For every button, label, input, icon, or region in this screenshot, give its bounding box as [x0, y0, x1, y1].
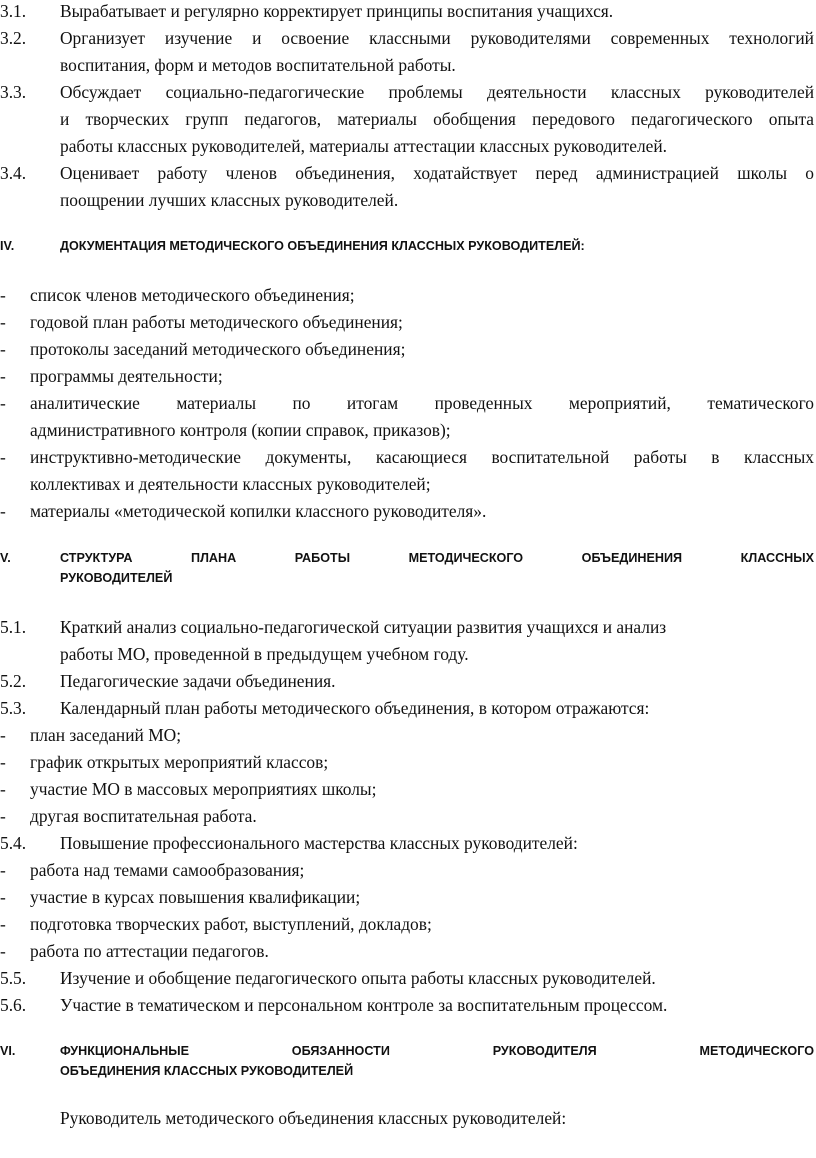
- item-text: Оценивает работу членов объединения, ходатайствует перед администрацией школы о: [60, 163, 814, 183]
- item-text: воспитания, форм и методов воспитательной работы.: [60, 55, 456, 75]
- item-text: работы классных руководителей, материалы аттестации классных руководителей.: [60, 136, 668, 156]
- item-number: 5.1.: [0, 617, 27, 637]
- list-dash: -: [0, 941, 6, 961]
- section-title: СТРУКТУРА ПЛАНА РАБОТЫ МЕТОДИЧЕСКОГО ОБЪЕДИНЕНИЯ КЛАССНЫХ: [60, 551, 814, 565]
- item-text: Вырабатывает и регулярно корректирует принципы воспитания учащихся.: [60, 1, 614, 21]
- item-text: работы МО, проведенной в предыдущем учебном году.: [60, 644, 469, 664]
- list-dash: -: [0, 393, 6, 413]
- item-number: 5.2.: [0, 671, 27, 691]
- item-text: Участие в тематическом и персональном контроле за воспитательным процессом.: [60, 995, 668, 1015]
- item-text: Календарный план работы методического объединения, в котором отражаются:: [60, 698, 650, 718]
- list-dash: -: [0, 312, 6, 332]
- list-dash: -: [0, 914, 6, 934]
- item-text: Краткий анализ социально-педагогической ситуации развития учащихся и анализ: [60, 617, 667, 637]
- list-dash: -: [0, 285, 6, 305]
- item-number: 5.4.: [0, 833, 27, 853]
- item-number: 3.3.: [0, 82, 27, 102]
- list-dash: -: [0, 339, 6, 359]
- list-dash: -: [0, 779, 6, 799]
- item-text: Педагогические задачи объединения.: [60, 671, 336, 691]
- item-number: 3.1.: [0, 1, 27, 21]
- list-dash: -: [0, 725, 6, 745]
- item-text: и творческих групп педагогов, материалы обобщения передового педагогического опыта: [60, 109, 814, 129]
- list-dash: -: [0, 752, 6, 772]
- item-text: поощрении лучших классных руководителей.: [60, 190, 399, 210]
- list-dash: -: [0, 447, 6, 467]
- item-text: Обсуждает социально-педагогические проблемы деятельности классных руководителей: [60, 82, 814, 102]
- section-title: РУКОВОДИТЕЛЕЙ: [60, 571, 173, 585]
- item-number: 3.4.: [0, 163, 27, 183]
- list-dash: -: [0, 501, 6, 521]
- item-text: Повышение профессионального мастерства классных руководителей:: [60, 833, 578, 853]
- item-text: Изучение и обобщение педагогического опыта работы классных руководителей.: [60, 968, 656, 988]
- section-title: ОБЪЕДИНЕНИЯ КЛАССНЫХ РУКОВОДИТЕЛЕЙ: [60, 1064, 354, 1078]
- list-dash: -: [0, 860, 6, 880]
- list-dash: -: [0, 887, 6, 907]
- list-dash: -: [0, 366, 6, 386]
- section-title: ФУНКЦИОНАЛЬНЫЕ ОБЯЗАННОСТИ РУКОВОДИТЕЛЯ МЕТОДИЧЕСКОГО: [60, 1044, 814, 1058]
- section-number: V.: [0, 551, 11, 565]
- section-vi-intro: Руководитель методического объединения классных руководителей:: [60, 1108, 567, 1128]
- section-number: IV.: [0, 239, 15, 253]
- item-number: 5.5.: [0, 968, 27, 988]
- item-text: Организует изучение и освоение классными руководителями современных технологий: [60, 28, 814, 48]
- list-dash: -: [0, 806, 6, 826]
- item-number: 3.2.: [0, 28, 27, 48]
- item-number: 5.6.: [0, 995, 27, 1015]
- section-number: VI.: [0, 1044, 16, 1058]
- item-number: 5.3.: [0, 698, 27, 718]
- section-title: ДОКУМЕНТАЦИЯ МЕТОДИЧЕСКОГО ОБЪЕДИНЕНИЯ КЛАССНЫХ РУКОВОДИТЕЛЕЙ:: [60, 239, 585, 253]
